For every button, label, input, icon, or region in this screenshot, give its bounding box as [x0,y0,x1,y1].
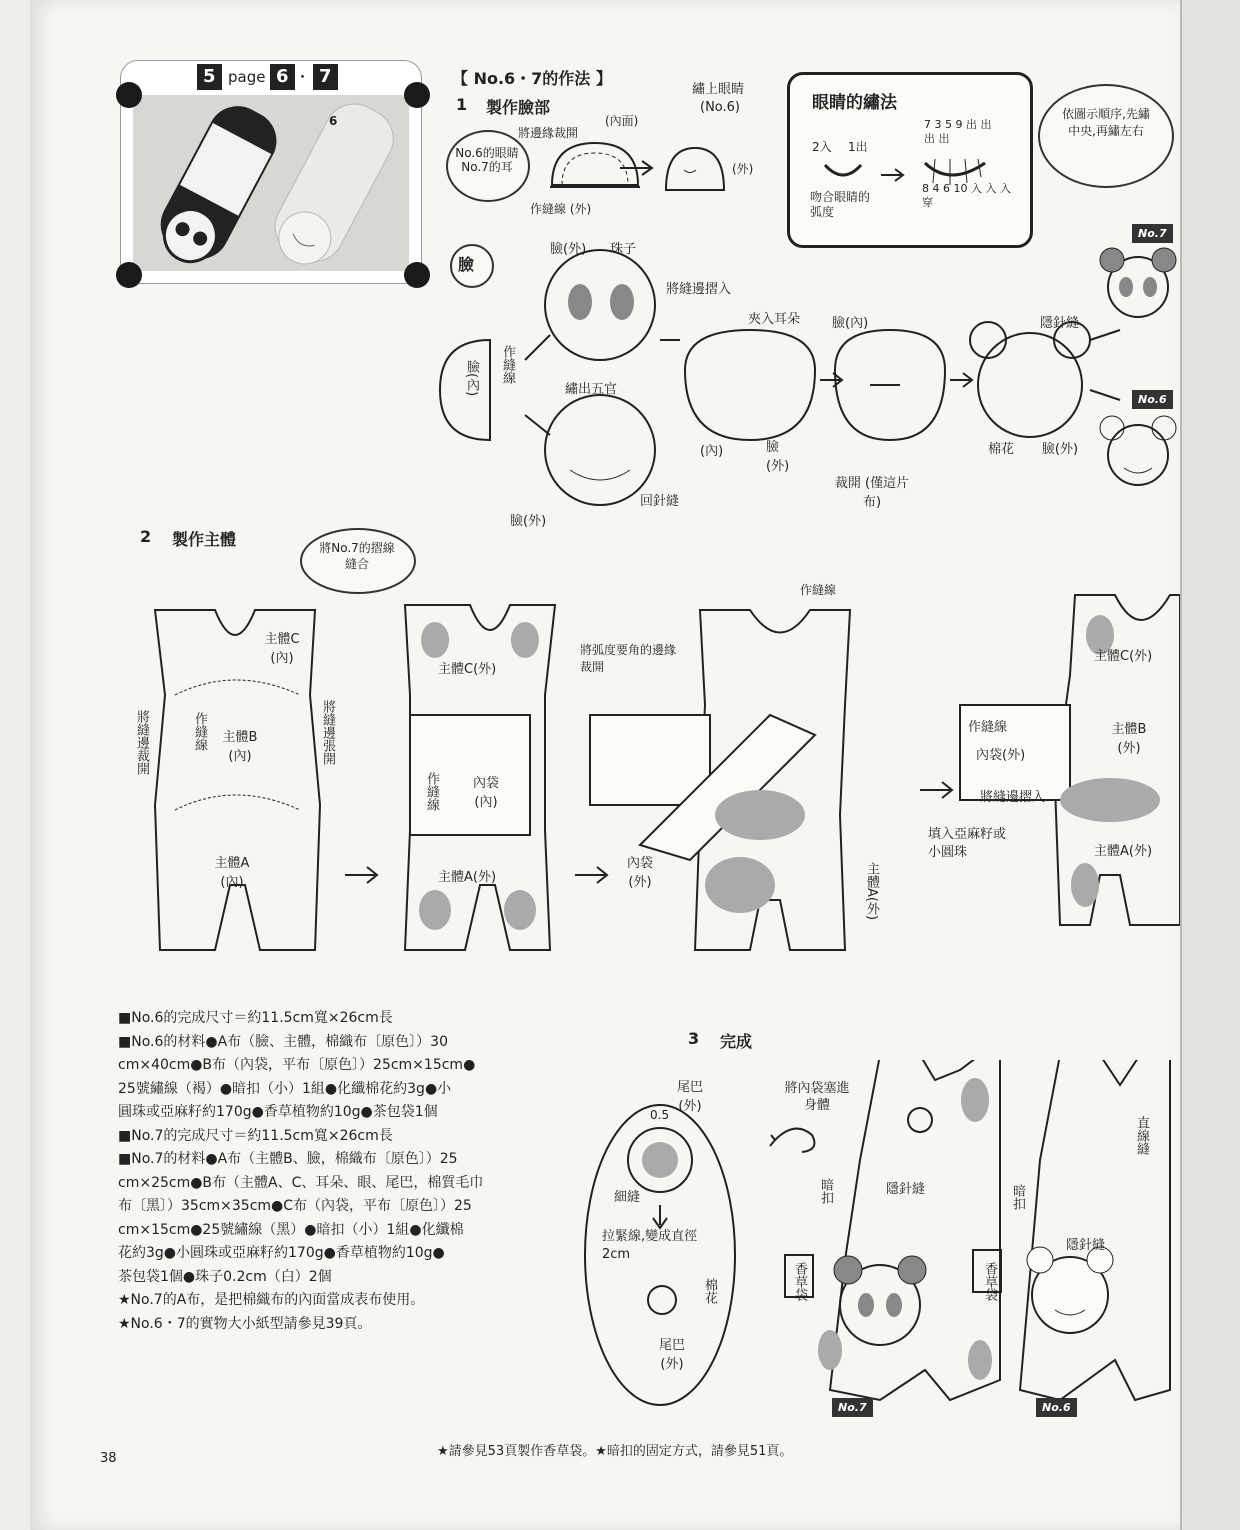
note-line: 布〔黑〕）35cm×35cm●C布（內袋，平布〔原色〕）25 [118,1198,472,1214]
bubble-no7-fold-text: 將No.7的摺線縫合 [319,541,395,571]
body-a-out-2: 主體A(外) [1094,844,1153,859]
pull-tight: 拉緊線,變成直徑2cm [602,1229,698,1262]
cut-open: 裁開 (僅這片布) [834,476,910,510]
blind-stitch: 隱針縫 [1040,316,1080,331]
blind-stitch-1: 隱針縫 [886,1182,926,1197]
tag-page-word: page [228,68,266,86]
face-out-1: 臉(外) [550,242,587,257]
seam-line-h: 作縫線 [968,720,1008,735]
tuck-margin: 將縫邊摺入 [666,282,732,297]
eye-box-out1: 1出 [848,140,868,154]
fine-stitch: 細縫 [614,1190,641,1205]
face-in-2: 臉(內) [832,316,869,331]
seam-v2: 作縫線 [424,772,439,811]
eye-box-in2: 2入 [812,140,832,154]
body-a-out-v: 主體A(外) [864,862,879,921]
note-line: 茶包袋1個●珠子0.2cm（白）2個 [118,1268,332,1285]
product-photo [120,60,422,284]
sachet-2: 香草袋 [982,1262,997,1301]
face-no6 [1098,410,1178,490]
seam-v: 作縫線 [192,712,207,751]
tag-number: 5 [197,64,222,90]
embroider-features: 繡出五官 [565,382,618,397]
photo-corner-dot [116,262,142,288]
pocket-out: 內袋 (外) [626,856,653,890]
bead-label: 珠子 [610,242,637,257]
body-c-out: 主體C(外) [438,662,497,677]
body-b-out: 主體B (外) [1111,722,1147,756]
tail-out-2: 尾巴 (外) [658,1338,685,1372]
step3-heading: 完成 [720,1032,753,1051]
note-line: ★No.7的A布，是把棉織布的內面當成表布使用。 [118,1292,425,1308]
dim-05: 0.5 [650,1108,670,1122]
snap-2: 暗扣 [1010,1184,1025,1210]
label-seam-line-out: 作縫線 (外) [530,202,592,216]
body-c-out-2: 主體C(外) [1094,649,1153,664]
label-out: (外) [732,162,754,176]
note-line: cm×25cm●B布（主體A、C、耳朵、眼、尾巴，棉質毛巾 [118,1174,484,1191]
ear-finished-diagram [660,140,730,200]
eye-box-title: 眼睛的繡法 [812,93,897,113]
blind-stitch-2: 隱針縫 [1066,1238,1106,1253]
note-line: 圓珠或亞麻籽約170g●香草植物約10g●茶包袋1個 [118,1104,438,1120]
step1-number: 1 [456,95,468,114]
bubble-no6-eyes-text: No.6的眼睛No.7的耳 [455,146,519,174]
label-inner-face: (內面) [605,114,639,128]
body-c-in: 主體C (內) [264,632,300,666]
face-in-circle: 臉(內) [464,360,479,397]
materials-notes [118,1007,538,1336]
footer-note: ★請參見53頁製作香草袋。★暗扣的固定方式，請參見51頁。 [437,1444,793,1459]
face-assembly-diagram [430,240,1150,530]
pocket-in: 內袋 (內) [472,776,499,810]
badge-no6-final: No.6 [1036,1398,1077,1417]
body-b-in: 主體B (內) [222,730,258,764]
badge-no7-final: No.7 [832,1398,873,1417]
label-no6: (No.6) [700,100,740,115]
note-line: ■No.6的材料●A布（臉、主體，棉織布〔原色〕）30 [118,1033,448,1050]
next-page-edge [1180,0,1240,1530]
photo-corner-dot [116,82,142,108]
pocket-out-2: 內袋(外) [976,748,1026,763]
sachet-1: 香草袋 [792,1262,807,1301]
panda-face-no7 [1098,242,1178,322]
note-line: cm×40cm●B布（內袋，平布〔原色〕）25cm×15cm● [118,1057,476,1073]
cut-corner: 將弧度要角的邊緣裁開 [580,643,677,674]
note-line: cm×15cm●25號繡線（黑）●暗扣（小）1組●化纖棉 [118,1221,464,1238]
tuck-margin-2: 將縫邊摺入 [980,790,1046,805]
face-out-4: 臉(外) [1041,442,1079,457]
spread-v: 將縫邊張開 [320,700,335,765]
body-a-in: 主體A (內) [214,856,250,890]
cut-margin-v: 將縫邊裁開 [134,710,149,775]
step2-number: 2 [140,527,152,546]
eye-box-arc: 吻合眼睛的弧度 [810,190,871,219]
face-out-2: 臉(外) [510,514,547,529]
note-line: 25號繡線（褐）●暗扣（小）1組●化纖棉花約3g●小 [118,1080,452,1097]
straight-stitch: 直線縫 [1134,1116,1149,1155]
inner-paren: (內) [700,444,724,459]
step2-heading: 製作主體 [172,530,237,549]
note-line: ■No.6的完成尺寸＝約11.5cm寬×26cm長 [118,1010,393,1026]
bubble-order-text: 依圖示順序,先繡中央,再繡左右 [1062,107,1150,138]
label-embroider-eyes: 繡上眼睛 [692,82,745,97]
note-line: ■No.7的材料●A布（主體B、臉，棉織布〔原色〕）25 [118,1151,458,1167]
back-stitch: 回針縫 [640,494,680,509]
seam-top: 作縫線 [800,583,837,597]
eye-box-bottom: 8 4 6 10 入 入 入 穿 [922,182,1011,209]
photo-corner-dot [404,82,430,108]
badge-no7: No.7 [1132,224,1173,243]
insert-ears: 夾入耳朵 [748,312,801,327]
snap-1: 暗扣 [818,1178,833,1204]
tag-page-a: 6 [270,64,295,90]
fill-label: 填入亞麻籽或小圓珠 [928,827,1007,860]
tail-out: 尾巴(外) [676,1080,703,1114]
label-cut-margin: 將邊緣裁開 [518,126,579,140]
photo-label-6: 6 [329,114,338,128]
note-line: ★No.6・7的實物大小紙型請參見39頁。 [118,1315,372,1332]
photo-label-7: 7 [231,114,240,128]
face-label: 臉 [458,255,475,274]
note-line: 花約3g●小圓珠或亞麻籽約170g●香草植物約10g● [118,1245,445,1261]
arrow-icon [618,158,658,178]
step3-number: 3 [688,1029,700,1048]
step1-heading: 製作臉部 [486,98,551,117]
face-out-3: 臉(外) [766,440,790,474]
eye-box-top: 7 3 5 9 出 出 出 出 [924,118,992,145]
tag-dot: ・ [295,68,311,86]
cotton-v: 棉花 [702,1278,717,1304]
note-line: ■No.7的完成尺寸＝約11.5cm寬×26cm長 [118,1127,393,1144]
photo-image [133,95,409,271]
body-a-out: 主體A(外) [438,870,497,885]
cotton-label: 棉花 [988,442,1015,457]
tag-page-b: 7 [313,64,338,90]
page-number: 38 [100,1451,117,1466]
badge-no6: No.6 [1132,390,1173,409]
insert-pocket: 將內袋塞進身體 [784,1081,850,1113]
photo-corner-dot [404,262,430,288]
seam-line-v: 作縫線 [500,345,515,384]
page-title: 【 No.6・7的作法 】 [452,69,612,88]
